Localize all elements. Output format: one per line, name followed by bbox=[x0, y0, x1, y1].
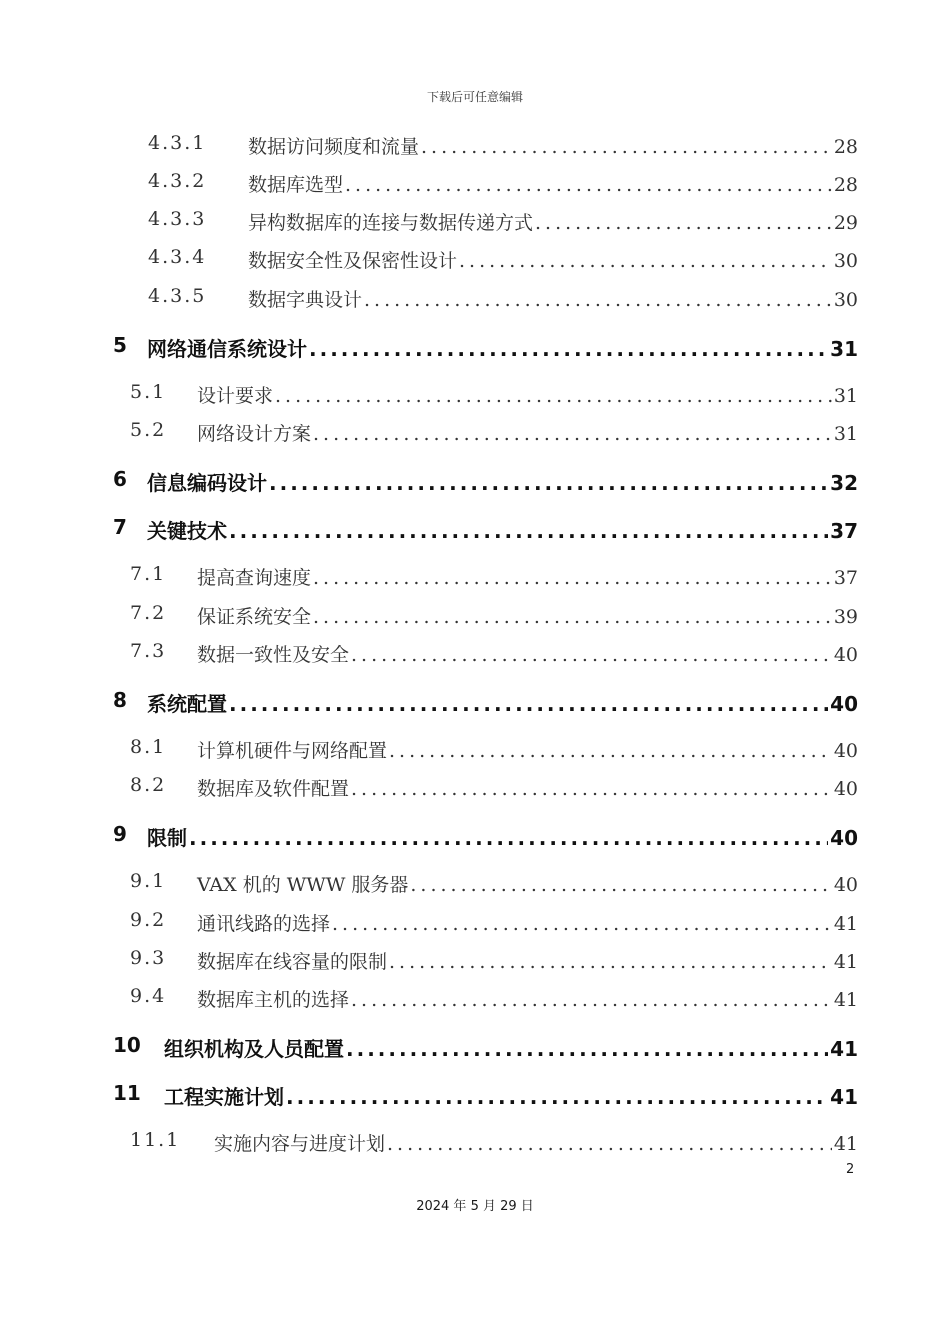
toc-entry-number: 11.1 bbox=[130, 1129, 181, 1151]
toc-entry-number: 4.3.1 bbox=[148, 132, 207, 154]
toc-entry-number: 7.3 bbox=[130, 640, 167, 662]
toc-entry-page: 40 bbox=[830, 692, 858, 716]
toc-entry-number: 9.4 bbox=[130, 985, 167, 1007]
toc-entry[interactable] bbox=[0, 563, 950, 593]
dot-leader bbox=[351, 989, 832, 1011]
dot-leader bbox=[410, 874, 831, 896]
toc-entry-number: 5 bbox=[113, 333, 127, 357]
toc-entry-page: 41 bbox=[833, 951, 858, 973]
toc-entry-title: 信息编码设计 bbox=[147, 471, 267, 495]
page-header: 下载后可任意编辑 bbox=[426, 90, 523, 104]
dot-leader bbox=[313, 423, 832, 445]
dot-leader bbox=[286, 1085, 828, 1109]
toc-entry-title: 限制 bbox=[147, 826, 187, 850]
toc-entry[interactable] bbox=[0, 822, 950, 852]
toc-entry[interactable] bbox=[0, 774, 950, 804]
dot-leader bbox=[459, 250, 832, 272]
toc-entry-title: 数据一致性及安全 bbox=[197, 644, 350, 666]
toc-entry-title: 数据库及软件配置 bbox=[197, 778, 350, 800]
toc-entry-page: 37 bbox=[833, 567, 858, 589]
toc-entry-number: 7.2 bbox=[130, 602, 167, 624]
toc-entry[interactable] bbox=[0, 208, 950, 238]
toc-entry-title: 数据库主机的选择 bbox=[197, 989, 350, 1011]
dot-leader bbox=[535, 212, 832, 234]
toc-entry-title: 数据库选型 bbox=[248, 174, 344, 196]
toc-entry[interactable] bbox=[0, 1033, 950, 1063]
toc-entry-title: 提高查询速度 bbox=[197, 567, 312, 589]
toc-entry-number: 4.3.2 bbox=[148, 170, 207, 192]
toc-entry-title: 关键技术 bbox=[147, 519, 227, 543]
toc-entry[interactable] bbox=[0, 419, 950, 449]
toc-entry-number: 7.1 bbox=[130, 563, 167, 585]
toc-entry-page: 39 bbox=[833, 606, 858, 628]
dot-leader bbox=[389, 951, 832, 973]
toc-entry[interactable] bbox=[0, 1081, 950, 1111]
toc-entry-page: 40 bbox=[830, 826, 858, 850]
dot-leader bbox=[364, 289, 832, 311]
toc-entry-title: 计算机硬件与网络配置 bbox=[197, 740, 388, 762]
toc-entry-page: 28 bbox=[833, 136, 858, 158]
toc-entry[interactable] bbox=[0, 1129, 950, 1159]
toc-entry-number: 7 bbox=[113, 515, 127, 539]
toc-entry-title: VAX 机的 WWW 服务器 bbox=[197, 874, 409, 896]
toc-entry-title: 数据访问频度和流量 bbox=[248, 136, 420, 158]
page-number: 2 bbox=[846, 1162, 855, 1177]
toc-entry-title: 工程实施计划 bbox=[164, 1085, 284, 1109]
dot-leader bbox=[229, 692, 828, 716]
toc-entry-number: 4.3.5 bbox=[148, 285, 207, 307]
dot-leader bbox=[387, 1133, 832, 1155]
toc-entry-number: 8 bbox=[113, 688, 127, 712]
toc-entry-page: 40 bbox=[833, 874, 858, 896]
toc-entry[interactable] bbox=[0, 985, 950, 1015]
dot-leader bbox=[229, 519, 828, 543]
toc-entry-number: 6 bbox=[113, 467, 127, 491]
toc-entry[interactable] bbox=[0, 467, 950, 497]
toc-entry-title: 网络通信系统设计 bbox=[147, 337, 307, 361]
toc-entry-number: 9 bbox=[113, 822, 127, 846]
toc-entry-title: 数据字典设计 bbox=[248, 289, 363, 311]
toc-entry-page: 41 bbox=[833, 913, 858, 935]
toc-entry-title: 异构数据库的连接与数据传递方式 bbox=[248, 212, 534, 234]
dot-leader bbox=[189, 826, 828, 850]
toc-entry-page: 41 bbox=[830, 1085, 858, 1109]
page-footer-date: 2024 年 5 月 29 日 bbox=[416, 1199, 534, 1214]
dot-leader bbox=[309, 337, 828, 361]
toc-entry-page: 28 bbox=[833, 174, 858, 196]
toc-entry[interactable] bbox=[0, 736, 950, 766]
toc-entry[interactable] bbox=[0, 947, 950, 977]
toc-entry-page: 40 bbox=[833, 778, 858, 800]
toc-entry-page: 41 bbox=[833, 989, 858, 1011]
toc-entry[interactable] bbox=[0, 515, 950, 545]
dot-leader bbox=[351, 644, 832, 666]
toc-entry[interactable] bbox=[0, 381, 950, 411]
toc-entry-number: 10 bbox=[113, 1033, 141, 1057]
toc-entry-page: 41 bbox=[833, 1133, 858, 1155]
toc-entry-page: 30 bbox=[833, 289, 858, 311]
toc-entry-title: 保证系统安全 bbox=[197, 606, 312, 628]
toc-entry-number: 9.1 bbox=[130, 870, 167, 892]
toc-entry-number: 11 bbox=[113, 1081, 141, 1105]
toc-entry-title: 组织机构及人员配置 bbox=[164, 1037, 344, 1061]
toc-entry[interactable] bbox=[0, 246, 950, 276]
dot-leader bbox=[332, 913, 832, 935]
dot-leader bbox=[313, 606, 832, 628]
dot-leader bbox=[346, 1037, 828, 1061]
toc-entry-number: 4.3.4 bbox=[148, 246, 207, 268]
toc-entry-title: 网络设计方案 bbox=[197, 423, 312, 445]
toc-entry-number: 9.2 bbox=[130, 909, 167, 931]
dot-leader bbox=[275, 385, 832, 407]
toc-entry[interactable] bbox=[0, 285, 950, 315]
toc-entry-page: 32 bbox=[830, 471, 858, 495]
toc-entry-number: 8.1 bbox=[130, 736, 167, 758]
toc-entry-page: 37 bbox=[830, 519, 858, 543]
toc-entry[interactable] bbox=[0, 688, 950, 718]
dot-leader bbox=[421, 136, 832, 158]
toc-entry-page: 31 bbox=[830, 337, 858, 361]
toc-entry-page: 40 bbox=[833, 740, 858, 762]
toc-entry-number: 9.3 bbox=[130, 947, 167, 969]
toc-entry[interactable] bbox=[0, 909, 950, 939]
toc-entry-page: 31 bbox=[833, 385, 858, 407]
dot-leader bbox=[313, 567, 832, 589]
toc-entry-number: 5.2 bbox=[130, 419, 167, 441]
toc-entry-title: 实施内容与进度计划 bbox=[214, 1133, 386, 1155]
toc-entry-page: 31 bbox=[833, 423, 858, 445]
toc-entry[interactable] bbox=[0, 170, 950, 200]
toc-entry-page: 40 bbox=[833, 644, 858, 666]
toc-entry-title: 通讯线路的选择 bbox=[197, 913, 331, 935]
dot-leader bbox=[351, 778, 832, 800]
toc-entry-page: 41 bbox=[830, 1037, 858, 1061]
toc-entry[interactable] bbox=[0, 132, 950, 162]
toc-entry-page: 29 bbox=[833, 212, 858, 234]
toc-entry-title: 系统配置 bbox=[147, 692, 227, 716]
toc-entry[interactable] bbox=[0, 333, 950, 363]
toc-entry-number: 5.1 bbox=[130, 381, 167, 403]
dot-leader bbox=[269, 471, 828, 495]
toc-entry-page: 30 bbox=[833, 250, 858, 272]
toc-entry-number: 8.2 bbox=[130, 774, 167, 796]
toc-entry[interactable] bbox=[0, 870, 950, 900]
toc-entry-number: 4.3.3 bbox=[148, 208, 207, 230]
dot-leader bbox=[389, 740, 832, 762]
toc-entry-title: 数据库在线容量的限制 bbox=[197, 951, 388, 973]
toc-entry[interactable] bbox=[0, 602, 950, 632]
dot-leader bbox=[345, 174, 832, 196]
toc-entry-title: 设计要求 bbox=[197, 385, 274, 407]
toc-entry[interactable] bbox=[0, 640, 950, 670]
toc-entry-title: 数据安全性及保密性设计 bbox=[248, 250, 458, 272]
